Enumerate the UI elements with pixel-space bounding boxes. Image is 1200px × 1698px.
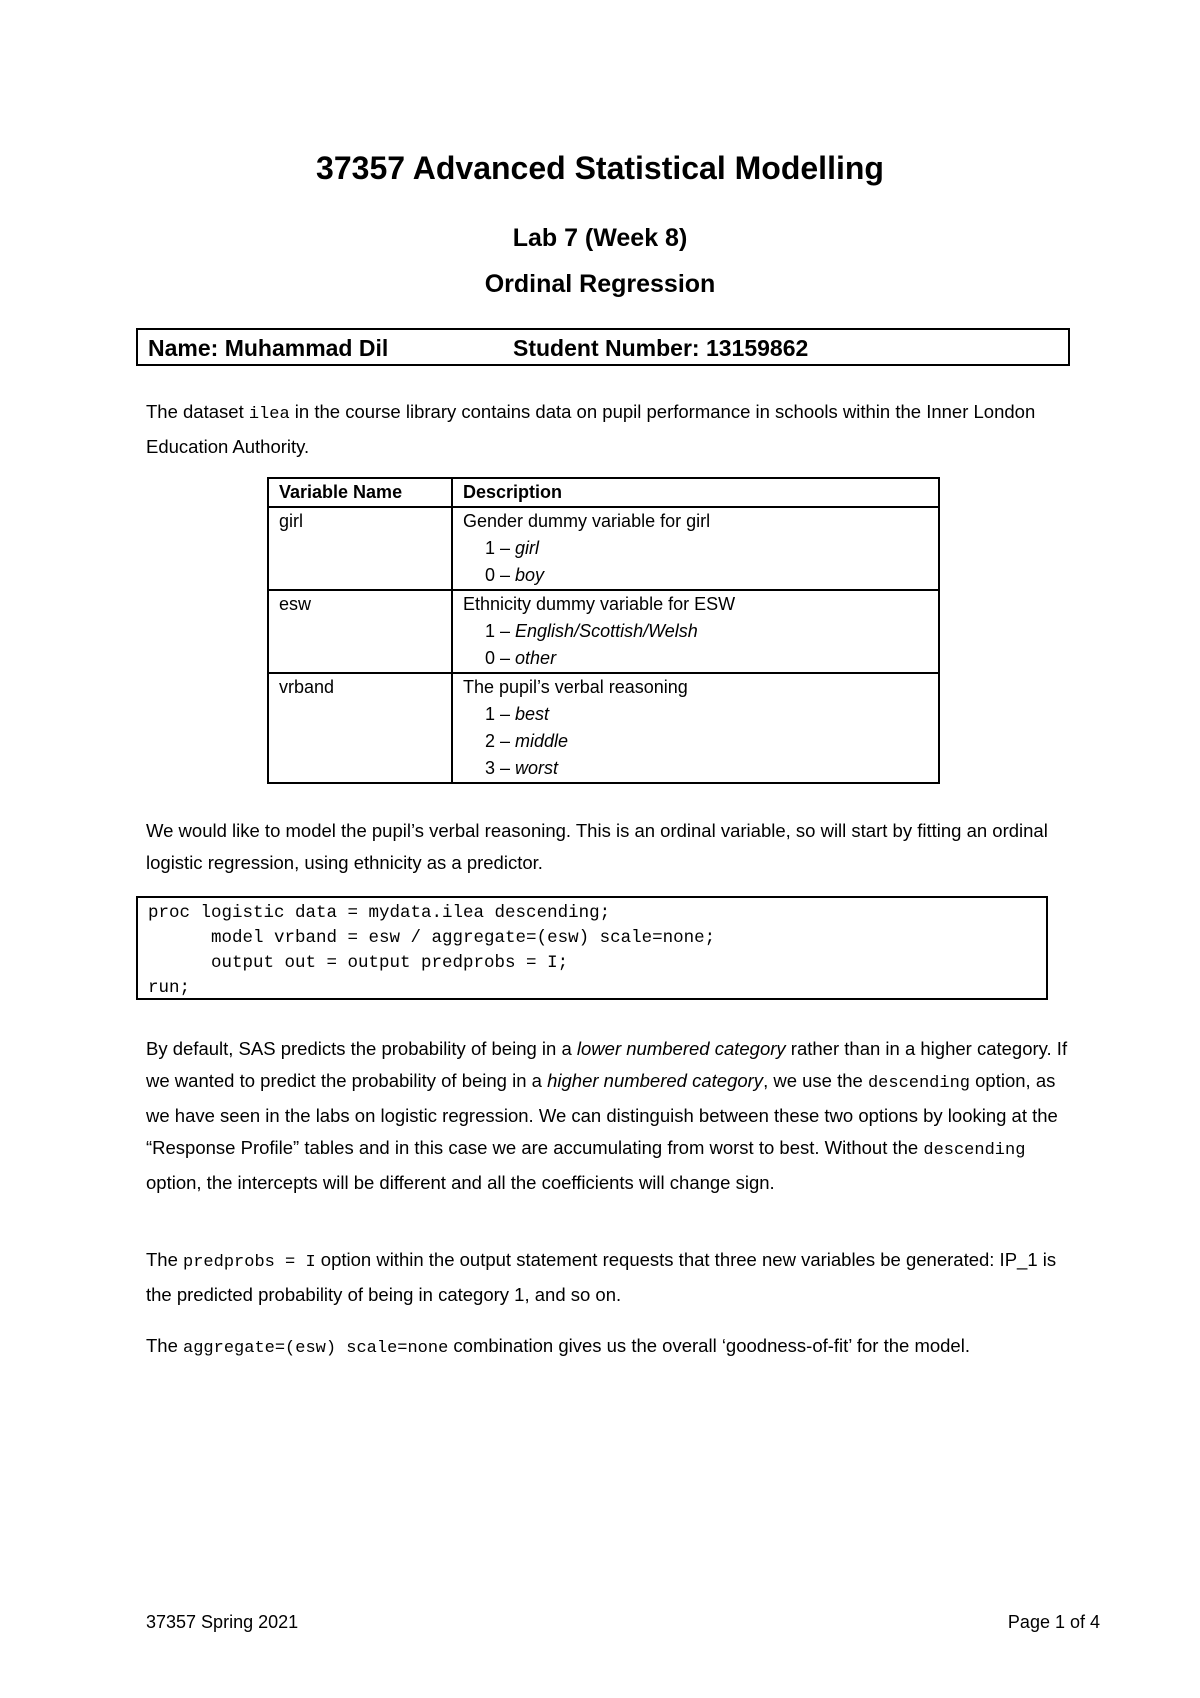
table-header-row: [268, 478, 939, 507]
header-variable-name: Variable Name: [268, 478, 452, 507]
level-item: 1 – girl: [485, 538, 540, 558]
table-row: [268, 673, 939, 783]
student-info-box: [136, 328, 1070, 366]
table-row: [268, 507, 939, 590]
topic-heading: Ordinal Regression: [484, 270, 716, 298]
level-item: 0 – other: [485, 648, 557, 668]
dataset-name: ilea: [248, 405, 290, 424]
intro-paragraph: The dataset ilea in the course library contains data on pupil performance in schools within the Inner London Education Authority.: [146, 401, 1036, 457]
document-title: 37357 Advanced Statistical Modelling: [316, 150, 884, 186]
model-intro-paragraph: We would like to model the pupil’s verbal reasoning. This is an ordinal variable, so will start by fitting an ordinal logistic regression, using ethnicity as a predictor.: [146, 820, 1048, 873]
footer-page-number: Page 1 of 4: [1007, 1612, 1100, 1632]
level-item: 2 – middle: [485, 731, 569, 751]
lab-heading: Lab 7 (Week 8): [512, 224, 688, 252]
code-line: proc logistic data = mydata.ilea descending;: [148, 903, 611, 923]
level-item: 1 – best: [485, 704, 550, 724]
header-description: Description: [452, 478, 939, 507]
variable-description: Gender dummy variable for girl 1 – girl 0 – boy: [452, 507, 939, 590]
level-item: 1 – English/Scottish/Welsh: [485, 621, 698, 641]
variable-description: The pupil’s verbal reasoning 1 – best 2 – middle 3 – worst: [452, 673, 939, 783]
variable-name: esw: [268, 590, 452, 673]
code-line: run;: [148, 978, 191, 998]
student-number: Student Number: 13159862: [513, 335, 809, 361]
variable-name: girl: [268, 507, 452, 590]
variable-description: Ethnicity dummy variable for ESW 1 – English/Scottish/Welsh 0 – other: [452, 590, 939, 673]
variables-table: [267, 477, 940, 784]
code-line: output out = output predprobs = I;: [148, 953, 569, 973]
student-name: Name: Muhammad Dil: [148, 335, 389, 361]
aggregate-paragraph: The aggregate=(esw) scale=none combination gives us the overall ‘goodness-of-fit’ for the model.: [146, 1335, 970, 1358]
footer-course: 37357 Spring 2021: [146, 1612, 299, 1632]
sas-code-block: [136, 896, 1048, 1000]
default-behaviour-paragraph: By default, SAS predicts the probability of being in a lower numbered category rather than in a higher category. If we wanted to predict the probability of being in a higher numbered category, we use the descending option, as we have seen in the labs on logistic regression. We can distinguish between these two options by looking at the “Response Profile” tables and in this case we are accumulating from worst to best. Without the descending option, the intercepts will be different and all the coefficients will change sign.: [146, 1038, 1068, 1193]
code-line: model vrband = esw / aggregate=(esw) scale=none;: [148, 928, 716, 948]
level-item: 0 – boy: [485, 565, 545, 585]
level-item: 3 – worst: [485, 758, 559, 778]
variable-name: vrband: [268, 673, 452, 783]
predprobs-paragraph: The predprobs = I option within the output statement requests that three new variables be generated: IP_1 is the predicted probability of being in category 1, and so on.: [146, 1249, 1057, 1305]
table-row: [268, 590, 939, 673]
